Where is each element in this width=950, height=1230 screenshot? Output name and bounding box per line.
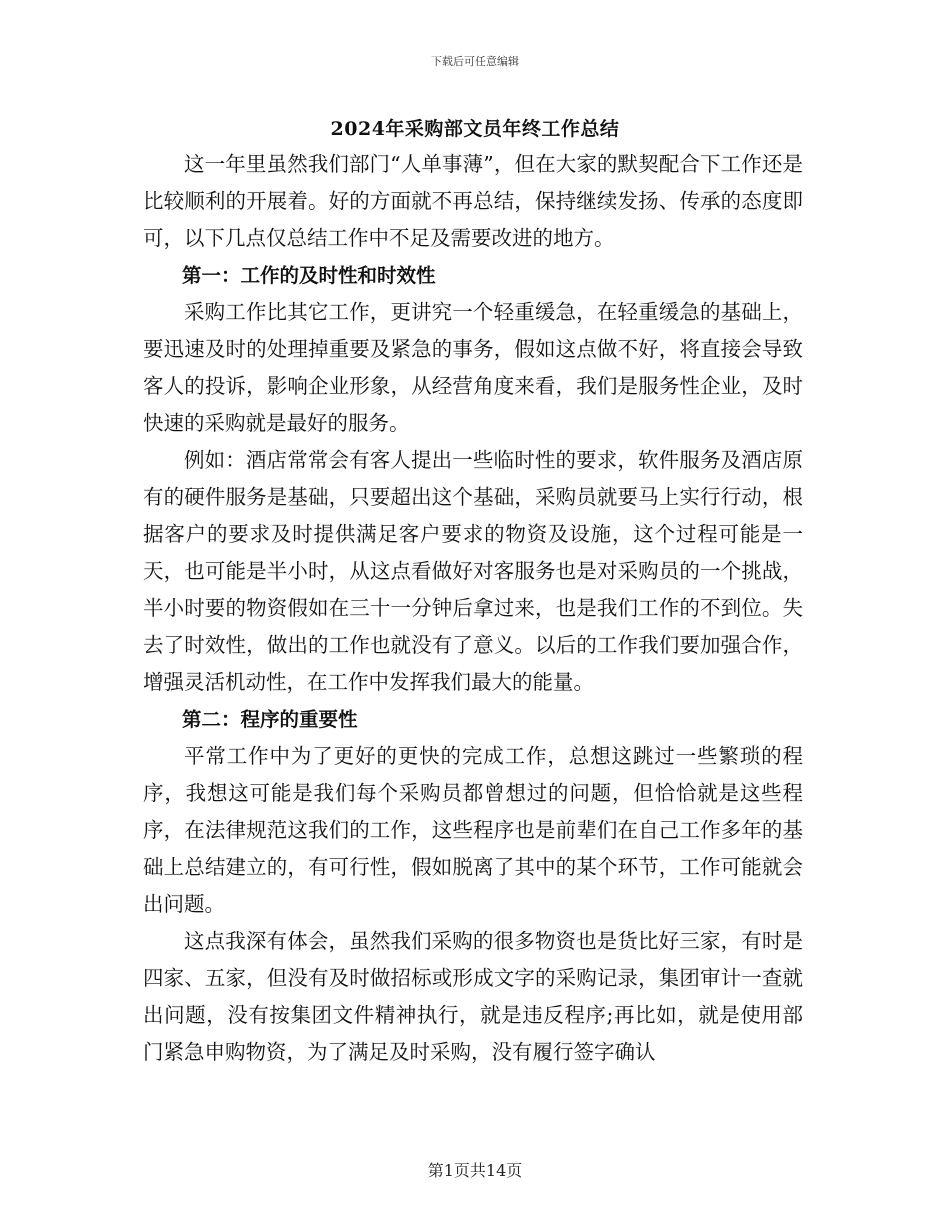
page-header-note: 下载后可任意编辑	[431, 55, 519, 68]
paragraph: 采购工作比其它工作，更讲究一个轻重缓急，在轻重缓急的基础上，要迅速及时的处理掉重要及紧急的事务，假如这点做不好，将直接会导致客人的投诉，影响企业形象，从经营角度来看，我们是服务性企业，及时快速的采购就是最好的服务。	[143, 300, 803, 435]
paragraph: 平常工作中为了更好的更快的完成工作，总想这跳过一些繁琐的程序，我想这可能是我们每个采购员都曾想过的问题，但恰恰就是这些程序，在法律规范这我们的工作，这些程序也是前辈们在自己工作多年的基础上总结建立的，有可行性，假如脱离了其中的某个环节，工作可能就会出问题。	[143, 744, 803, 916]
document-title: 2024年采购部文员年终工作总结	[330, 118, 620, 140]
document-body	[143, 146, 803, 1071]
section-heading-procedure: 第二：程序的重要性	[182, 708, 358, 731]
intro-paragraph: 这一年里虽然我们部门“人单事薄”，但在大家的默契配合下工作还是比较顺利的开展着。好的方面就不再总结，保持继续发扬、传承的态度即可，以下几点仅总结工作中不足及需要改进的地方。	[143, 152, 803, 250]
paragraph: 这点我深有体会，虽然我们采购的很多物资也是货比好三家，有时是四家、五家，但没有及时做招标或形成文字的采购记录，集团审计一查就出问题，没有按集团文件精神执行，就是违反程序;再比如，就是使用部门紧急申购物资，为了满足及时采购，没有履行签字确认	[143, 929, 803, 1064]
paragraph: 例如：酒店常常会有客人提出一些临时性的要求，软件服务及酒店原有的硬件服务是基础，只要超出这个基础，采购员就要马上实行行动，根据客户的要求及时提供满足客户要求的物资及设施，这个过程可能是一天，也可能是半小时，从这点看做好对客服务也是对采购员的一个挑战，半小时要的物资假如在三十一分钟后拿过来，也是我们工作的不到位。失去了时效性，做出的工作也就没有了意义。以后的工作我们要加强合作，增强灵活机动性，在工作中发挥我们最大的能量。	[143, 448, 803, 694]
section-heading-timeliness: 第一：工作的及时性和时效性	[182, 264, 436, 287]
page-number: 第1页共14页	[427, 1161, 523, 1180]
